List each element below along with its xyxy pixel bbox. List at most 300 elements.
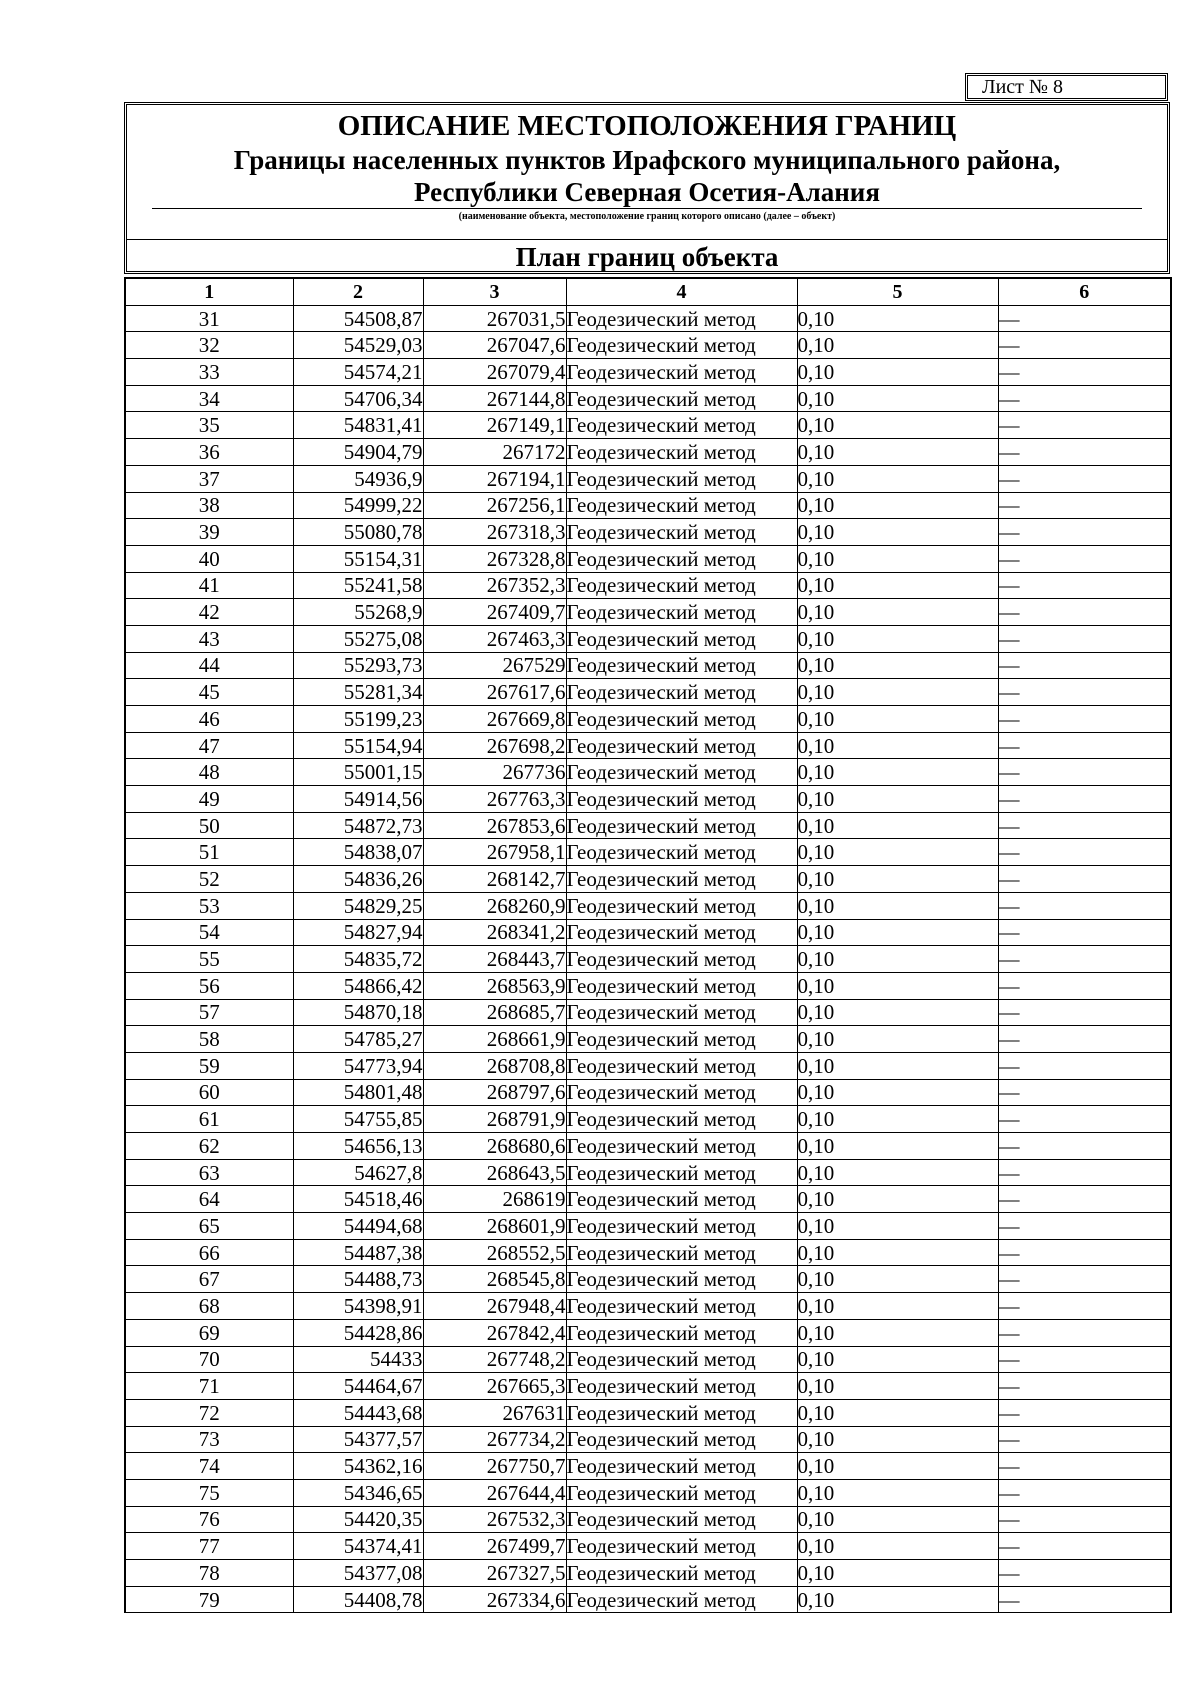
method-cell: Геодезический метод — [566, 1052, 797, 1079]
point-number-cell: 42 — [125, 599, 293, 626]
method-cell: Геодезический метод — [566, 1186, 797, 1213]
coordinate-y-cell: 267734,2 — [423, 1426, 566, 1453]
accuracy-cell: 0,10 — [797, 1453, 998, 1480]
method-cell: Геодезический метод — [566, 599, 797, 626]
table-row — [125, 439, 1171, 466]
table-row — [125, 1079, 1171, 1106]
point-number-cell: 59 — [125, 1052, 293, 1079]
accuracy-cell: 0,10 — [797, 1052, 998, 1079]
coordinate-x-cell: 54838,07 — [293, 839, 423, 866]
document-header — [124, 102, 1170, 274]
method-cell: Геодезический метод — [566, 1399, 797, 1426]
coordinate-y-cell: 267665,3 — [423, 1373, 566, 1400]
method-cell: Геодезический метод — [566, 652, 797, 679]
coordinate-y-cell: 267750,7 — [423, 1453, 566, 1480]
method-cell: Геодезический метод — [566, 866, 797, 893]
method-cell: Геодезический метод — [566, 892, 797, 919]
coordinate-x-cell: 54627,8 — [293, 1159, 423, 1186]
description-cell: — — [998, 1586, 1171, 1613]
coordinate-x-cell: 54374,41 — [293, 1533, 423, 1560]
accuracy-cell: 0,10 — [797, 999, 998, 1026]
accuracy-cell: 0,10 — [797, 519, 998, 546]
coordinate-y-cell: 268661,9 — [423, 1026, 566, 1053]
description-cell: — — [998, 1079, 1171, 1106]
accuracy-cell: 0,10 — [797, 1026, 998, 1053]
sheet-number: Лист № 8 — [965, 73, 1168, 101]
method-cell: Геодезический метод — [566, 625, 797, 652]
coordinate-x-cell: 54866,42 — [293, 972, 423, 999]
description-cell: — — [998, 572, 1171, 599]
point-number-cell: 69 — [125, 1319, 293, 1346]
point-number-cell: 43 — [125, 625, 293, 652]
coordinate-x-cell: 55080,78 — [293, 519, 423, 546]
coordinate-x-cell: 55199,23 — [293, 706, 423, 733]
description-cell: — — [998, 1533, 1171, 1560]
point-number-cell: 63 — [125, 1159, 293, 1186]
method-cell: Геодезический метод — [566, 332, 797, 359]
accuracy-cell: 0,10 — [797, 759, 998, 786]
coordinate-x-cell: 54487,38 — [293, 1239, 423, 1266]
point-number-cell: 46 — [125, 706, 293, 733]
coordinate-x-cell: 54494,68 — [293, 1213, 423, 1240]
method-cell: Геодезический метод — [566, 1319, 797, 1346]
description-cell: — — [998, 786, 1171, 813]
point-number-cell: 79 — [125, 1586, 293, 1613]
coordinate-y-cell: 267144,8 — [423, 385, 566, 412]
accuracy-cell: 0,10 — [797, 599, 998, 626]
point-number-cell: 68 — [125, 1293, 293, 1320]
description-cell: — — [998, 465, 1171, 492]
method-cell: Геодезический метод — [566, 1479, 797, 1506]
description-cell: — — [998, 519, 1171, 546]
description-cell: — — [998, 759, 1171, 786]
point-number-cell: 40 — [125, 545, 293, 572]
table-row — [125, 1506, 1171, 1533]
method-cell: Геодезический метод — [566, 1586, 797, 1613]
table-row — [125, 1266, 1171, 1293]
method-cell: Геодезический метод — [566, 305, 797, 332]
description-cell: — — [998, 732, 1171, 759]
table-row — [125, 919, 1171, 946]
coordinate-x-cell: 54428,86 — [293, 1319, 423, 1346]
coordinate-y-cell: 267352,3 — [423, 572, 566, 599]
method-cell: Геодезический метод — [566, 1239, 797, 1266]
coordinate-x-cell: 54574,21 — [293, 359, 423, 386]
point-number-cell: 75 — [125, 1479, 293, 1506]
coordinate-x-cell: 54836,26 — [293, 866, 423, 893]
coordinate-y-cell: 268601,9 — [423, 1213, 566, 1240]
method-cell: Геодезический метод — [566, 1079, 797, 1106]
coordinate-x-cell: 54999,22 — [293, 492, 423, 519]
method-cell: Геодезический метод — [566, 999, 797, 1026]
description-cell: — — [998, 1399, 1171, 1426]
coordinate-x-cell: 54827,94 — [293, 919, 423, 946]
accuracy-cell: 0,10 — [797, 732, 998, 759]
point-number-cell: 55 — [125, 946, 293, 973]
coordinate-y-cell: 268142,7 — [423, 866, 566, 893]
point-number-cell: 47 — [125, 732, 293, 759]
table-row — [125, 412, 1171, 439]
coordinate-y-cell: 267763,3 — [423, 786, 566, 813]
coordinate-x-cell: 55241,58 — [293, 572, 423, 599]
point-number-cell: 70 — [125, 1346, 293, 1373]
coordinate-x-cell: 54464,67 — [293, 1373, 423, 1400]
point-number-cell: 38 — [125, 492, 293, 519]
accuracy-cell: 0,10 — [797, 1560, 998, 1587]
coordinate-y-cell: 268545,8 — [423, 1266, 566, 1293]
method-cell: Геодезический метод — [566, 1293, 797, 1320]
accuracy-cell: 0,10 — [797, 866, 998, 893]
description-cell: — — [998, 1453, 1171, 1480]
coordinate-y-cell: 268552,5 — [423, 1239, 566, 1266]
document-title: ОПИСАНИЕ МЕСТОПОЛОЖЕНИЯ ГРАНИЦ — [337, 110, 957, 142]
coordinate-y-cell: 267736 — [423, 759, 566, 786]
description-cell: — — [998, 1426, 1171, 1453]
coordinate-y-cell: 267669,8 — [423, 706, 566, 733]
table-row — [125, 625, 1171, 652]
coordinate-y-cell: 267748,2 — [423, 1346, 566, 1373]
description-cell: — — [998, 1506, 1171, 1533]
column-header: 4 — [566, 278, 797, 305]
point-number-cell: 50 — [125, 812, 293, 839]
coordinate-x-cell: 55293,73 — [293, 652, 423, 679]
table-row — [125, 1373, 1171, 1400]
coordinate-x-cell: 54529,03 — [293, 332, 423, 359]
table-row — [125, 652, 1171, 679]
table-row — [125, 759, 1171, 786]
description-cell: — — [998, 545, 1171, 572]
accuracy-cell: 0,10 — [797, 1373, 998, 1400]
point-number-cell: 73 — [125, 1426, 293, 1453]
table-row — [125, 1106, 1171, 1133]
coordinate-y-cell: 267256,1 — [423, 492, 566, 519]
method-cell: Геодезический метод — [566, 1266, 797, 1293]
description-cell: — — [998, 1106, 1171, 1133]
column-header: 3 — [423, 278, 566, 305]
coordinate-y-cell: 268341,2 — [423, 919, 566, 946]
column-header: 2 — [293, 278, 423, 305]
plan-title: План границ объекта — [515, 242, 779, 272]
table-row — [125, 1533, 1171, 1560]
description-cell: — — [998, 706, 1171, 733]
accuracy-cell: 0,10 — [797, 1079, 998, 1106]
point-number-cell: 36 — [125, 439, 293, 466]
point-number-cell: 66 — [125, 1239, 293, 1266]
method-cell: Геодезический метод — [566, 1213, 797, 1240]
description-cell: — — [998, 1213, 1171, 1240]
method-cell: Геодезический метод — [566, 946, 797, 973]
coordinate-y-cell: 267842,4 — [423, 1319, 566, 1346]
method-cell: Геодезический метод — [566, 732, 797, 759]
table-row — [125, 706, 1171, 733]
point-number-cell: 39 — [125, 519, 293, 546]
coordinate-x-cell: 54831,41 — [293, 412, 423, 439]
point-number-cell: 51 — [125, 839, 293, 866]
coordinate-y-cell: 267328,8 — [423, 545, 566, 572]
point-number-cell: 34 — [125, 385, 293, 412]
description-cell: — — [998, 1133, 1171, 1160]
coordinate-y-cell: 267149,1 — [423, 412, 566, 439]
table-row — [125, 385, 1171, 412]
coordinate-y-cell: 267079,4 — [423, 359, 566, 386]
description-cell: — — [998, 1479, 1171, 1506]
coordinate-x-cell: 55275,08 — [293, 625, 423, 652]
coordinate-y-cell: 268708,8 — [423, 1052, 566, 1079]
table-row — [125, 786, 1171, 813]
coordinate-x-cell: 54706,34 — [293, 385, 423, 412]
table-row — [125, 946, 1171, 973]
point-number-cell: 56 — [125, 972, 293, 999]
table-row — [125, 1426, 1171, 1453]
coordinate-y-cell: 267948,4 — [423, 1293, 566, 1320]
accuracy-cell: 0,10 — [797, 946, 998, 973]
accuracy-cell: 0,10 — [797, 385, 998, 412]
method-cell: Геодезический метод — [566, 439, 797, 466]
description-cell: — — [998, 1159, 1171, 1186]
table-row — [125, 1213, 1171, 1240]
coordinate-y-cell: 268563,9 — [423, 972, 566, 999]
description-cell: — — [998, 359, 1171, 386]
accuracy-cell: 0,10 — [797, 1506, 998, 1533]
point-number-cell: 62 — [125, 1133, 293, 1160]
method-cell: Геодезический метод — [566, 759, 797, 786]
coordinate-x-cell: 54835,72 — [293, 946, 423, 973]
accuracy-cell: 0,10 — [797, 1399, 998, 1426]
method-cell: Геодезический метод — [566, 1426, 797, 1453]
accuracy-cell: 0,10 — [797, 1186, 998, 1213]
table-row — [125, 492, 1171, 519]
method-cell: Геодезический метод — [566, 1506, 797, 1533]
coordinate-x-cell: 55281,34 — [293, 679, 423, 706]
description-cell: — — [998, 385, 1171, 412]
point-number-cell: 37 — [125, 465, 293, 492]
accuracy-cell: 0,10 — [797, 1346, 998, 1373]
table-row — [125, 359, 1171, 386]
table-row — [125, 732, 1171, 759]
method-cell: Геодезический метод — [566, 385, 797, 412]
coordinate-x-cell: 54488,73 — [293, 1266, 423, 1293]
coordinate-y-cell: 267334,6 — [423, 1586, 566, 1613]
table-row — [125, 1399, 1171, 1426]
method-cell: Геодезический метод — [566, 359, 797, 386]
coordinate-x-cell: 55268,9 — [293, 599, 423, 626]
table-row — [125, 1159, 1171, 1186]
table-row — [125, 839, 1171, 866]
object-name-line-1: Границы населенных пунктов Ирафского муниципального района, — [233, 145, 1061, 175]
table-row — [125, 1479, 1171, 1506]
point-number-cell: 31 — [125, 305, 293, 332]
method-cell: Геодезический метод — [566, 545, 797, 572]
accuracy-cell: 0,10 — [797, 1159, 998, 1186]
point-number-cell: 54 — [125, 919, 293, 946]
coordinate-y-cell: 268260,9 — [423, 892, 566, 919]
coordinate-y-cell: 267958,1 — [423, 839, 566, 866]
description-cell: — — [998, 946, 1171, 973]
description-cell: — — [998, 1293, 1171, 1320]
description-cell: — — [998, 412, 1171, 439]
coordinate-x-cell: 55001,15 — [293, 759, 423, 786]
method-cell: Геодезический метод — [566, 812, 797, 839]
coordinate-y-cell: 268685,7 — [423, 999, 566, 1026]
coordinate-y-cell: 268619 — [423, 1186, 566, 1213]
coordinate-x-cell: 54829,25 — [293, 892, 423, 919]
accuracy-cell: 0,10 — [797, 572, 998, 599]
point-number-cell: 49 — [125, 786, 293, 813]
description-cell: — — [998, 1346, 1171, 1373]
accuracy-cell: 0,10 — [797, 1239, 998, 1266]
point-number-cell: 67 — [125, 1266, 293, 1293]
accuracy-cell: 0,10 — [797, 1133, 998, 1160]
table-row — [125, 972, 1171, 999]
coordinate-x-cell: 54904,79 — [293, 439, 423, 466]
description-cell: — — [998, 1373, 1171, 1400]
method-cell: Геодезический метод — [566, 972, 797, 999]
coordinate-x-cell: 54870,18 — [293, 999, 423, 1026]
coordinate-x-cell: 54785,27 — [293, 1026, 423, 1053]
table-row — [125, 812, 1171, 839]
method-cell: Геодезический метод — [566, 1373, 797, 1400]
coordinate-y-cell: 267047,6 — [423, 332, 566, 359]
accuracy-cell: 0,10 — [797, 1479, 998, 1506]
accuracy-cell: 0,10 — [797, 892, 998, 919]
accuracy-cell: 0,10 — [797, 1319, 998, 1346]
table-row — [125, 1560, 1171, 1587]
coordinate-y-cell: 267409,7 — [423, 599, 566, 626]
object-name-caption: (наименование объекта, местоположение границ которого описано (далее – объект) — [458, 211, 836, 222]
method-cell: Геодезический метод — [566, 1453, 797, 1480]
accuracy-cell: 0,10 — [797, 439, 998, 466]
method-cell: Геодезический метод — [566, 1133, 797, 1160]
description-cell: — — [998, 625, 1171, 652]
table-row — [125, 1026, 1171, 1053]
table-row — [125, 519, 1171, 546]
point-number-cell: 61 — [125, 1106, 293, 1133]
method-cell: Геодезический метод — [566, 1159, 797, 1186]
coordinate-y-cell: 267853,6 — [423, 812, 566, 839]
description-cell: — — [998, 839, 1171, 866]
coordinate-x-cell: 54408,78 — [293, 1586, 423, 1613]
description-cell: — — [998, 1560, 1171, 1587]
coordinate-x-cell: 54914,56 — [293, 786, 423, 813]
point-number-cell: 35 — [125, 412, 293, 439]
table-row — [125, 1586, 1171, 1613]
point-number-cell: 44 — [125, 652, 293, 679]
coordinate-y-cell: 267499,7 — [423, 1533, 566, 1560]
table-row — [125, 1453, 1171, 1480]
method-cell: Геодезический метод — [566, 412, 797, 439]
accuracy-cell: 0,10 — [797, 412, 998, 439]
accuracy-cell: 0,10 — [797, 305, 998, 332]
method-cell: Геодезический метод — [566, 706, 797, 733]
coordinate-x-cell: 54936,9 — [293, 465, 423, 492]
coordinate-x-cell: 54656,13 — [293, 1133, 423, 1160]
description-cell: — — [998, 972, 1171, 999]
point-number-cell: 53 — [125, 892, 293, 919]
coordinate-y-cell: 268797,6 — [423, 1079, 566, 1106]
table-row — [125, 465, 1171, 492]
method-cell: Геодезический метод — [566, 1533, 797, 1560]
coordinate-x-cell: 54773,94 — [293, 1052, 423, 1079]
description-cell: — — [998, 919, 1171, 946]
object-name-underline — [152, 208, 1142, 209]
coordinate-x-cell: 54518,46 — [293, 1186, 423, 1213]
accuracy-cell: 0,10 — [797, 679, 998, 706]
coordinate-x-cell: 54755,85 — [293, 1106, 423, 1133]
coordinate-x-cell: 54377,08 — [293, 1560, 423, 1587]
table-row — [125, 1293, 1171, 1320]
description-cell: — — [998, 1266, 1171, 1293]
description-cell: — — [998, 652, 1171, 679]
accuracy-cell: 0,10 — [797, 1213, 998, 1240]
table-row — [125, 1186, 1171, 1213]
description-cell: — — [998, 1239, 1171, 1266]
table-row — [125, 572, 1171, 599]
description-cell: — — [998, 1186, 1171, 1213]
coordinate-y-cell: 267532,3 — [423, 1506, 566, 1533]
accuracy-cell: 0,10 — [797, 1266, 998, 1293]
method-cell: Геодезический метод — [566, 519, 797, 546]
description-cell: — — [998, 1052, 1171, 1079]
coordinate-y-cell: 267327,5 — [423, 1560, 566, 1587]
accuracy-cell: 0,10 — [797, 1106, 998, 1133]
accuracy-cell: 0,10 — [797, 652, 998, 679]
point-number-cell: 65 — [125, 1213, 293, 1240]
accuracy-cell: 0,10 — [797, 359, 998, 386]
table-row — [125, 1239, 1171, 1266]
point-number-cell: 52 — [125, 866, 293, 893]
accuracy-cell: 0,10 — [797, 625, 998, 652]
point-number-cell: 48 — [125, 759, 293, 786]
description-cell: — — [998, 1319, 1171, 1346]
coordinate-x-cell: 54443,68 — [293, 1399, 423, 1426]
coordinate-x-cell: 54433 — [293, 1346, 423, 1373]
table-header-row — [125, 278, 1171, 305]
coordinate-y-cell: 267463,3 — [423, 625, 566, 652]
description-cell: — — [998, 892, 1171, 919]
coordinate-x-cell: 54801,48 — [293, 1079, 423, 1106]
description-cell: — — [998, 492, 1171, 519]
point-number-cell: 77 — [125, 1533, 293, 1560]
accuracy-cell: 0,10 — [797, 1533, 998, 1560]
coordinate-y-cell: 267631 — [423, 1399, 566, 1426]
accuracy-cell: 0,10 — [797, 839, 998, 866]
point-number-cell: 58 — [125, 1026, 293, 1053]
coordinate-y-cell: 267617,6 — [423, 679, 566, 706]
point-number-cell: 74 — [125, 1453, 293, 1480]
coordinate-y-cell: 268443,7 — [423, 946, 566, 973]
table-row — [125, 1133, 1171, 1160]
table-row — [125, 1052, 1171, 1079]
coordinate-y-cell: 267529 — [423, 652, 566, 679]
table-row — [125, 545, 1171, 572]
coordinate-y-cell: 268680,6 — [423, 1133, 566, 1160]
coordinate-x-cell: 54398,91 — [293, 1293, 423, 1320]
point-number-cell: 64 — [125, 1186, 293, 1213]
description-cell: — — [998, 866, 1171, 893]
accuracy-cell: 0,10 — [797, 492, 998, 519]
point-number-cell: 41 — [125, 572, 293, 599]
accuracy-cell: 0,10 — [797, 812, 998, 839]
coordinate-x-cell: 54362,16 — [293, 1453, 423, 1480]
accuracy-cell: 0,10 — [797, 919, 998, 946]
table-row — [125, 599, 1171, 626]
accuracy-cell: 0,10 — [797, 332, 998, 359]
method-cell: Геодезический метод — [566, 492, 797, 519]
method-cell: Геодезический метод — [566, 919, 797, 946]
accuracy-cell: 0,10 — [797, 1293, 998, 1320]
method-cell: Геодезический метод — [566, 1560, 797, 1587]
method-cell: Геодезический метод — [566, 839, 797, 866]
